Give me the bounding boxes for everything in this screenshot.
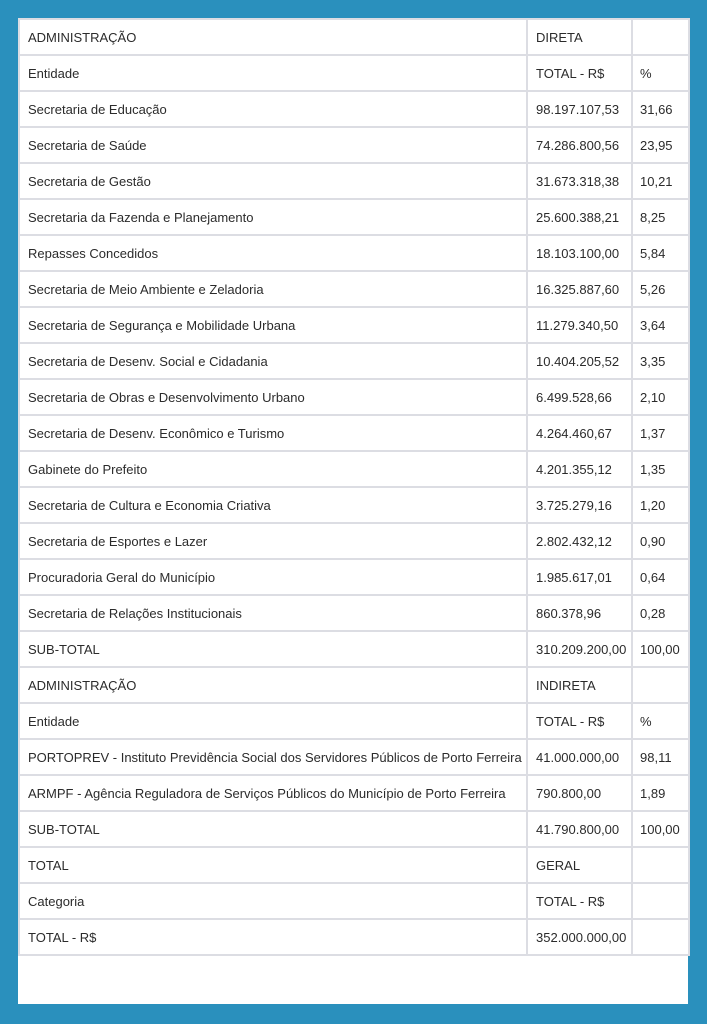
cell-valor: TOTAL - R$: [527, 883, 632, 919]
cell-percentual: 1,37: [632, 415, 689, 451]
cell-entidade: Secretaria de Educação: [19, 91, 527, 127]
cell-entidade: TOTAL: [19, 847, 527, 883]
table-row: [19, 55, 689, 91]
cell-percentual: 3,35: [632, 343, 689, 379]
cell-valor: 41.000.000,00: [527, 739, 632, 775]
cell-entidade: Entidade: [19, 703, 527, 739]
table-row: [19, 487, 689, 523]
cell-valor: 10.404.205,52: [527, 343, 632, 379]
table-row: [19, 775, 689, 811]
cell-valor: 1.985.617,01: [527, 559, 632, 595]
cell-valor: 11.279.340,50: [527, 307, 632, 343]
cell-valor: 25.600.388,21: [527, 199, 632, 235]
cell-percentual: 1,35: [632, 451, 689, 487]
cell-entidade: Categoria: [19, 883, 527, 919]
cell-percentual: 0,64: [632, 559, 689, 595]
cell-valor: 98.197.107,53: [527, 91, 632, 127]
table-row: [19, 415, 689, 451]
cell-percentual: 0,90: [632, 523, 689, 559]
table-row: [19, 559, 689, 595]
cell-valor: 3.725.279,16: [527, 487, 632, 523]
cell-percentual: 8,25: [632, 199, 689, 235]
cell-entidade: TOTAL - R$: [19, 919, 527, 955]
cell-valor: 860.378,96: [527, 595, 632, 631]
cell-entidade: ADMINISTRAÇÃO: [19, 19, 527, 55]
cell-valor: GERAL: [527, 847, 632, 883]
cell-percentual: 23,95: [632, 127, 689, 163]
cell-entidade: Secretaria da Fazenda e Planejamento: [19, 199, 527, 235]
cell-valor: TOTAL - R$: [527, 703, 632, 739]
cell-percentual: [632, 667, 689, 703]
cell-percentual: [632, 19, 689, 55]
table-row: [19, 703, 689, 739]
cell-percentual: 0,28: [632, 595, 689, 631]
table-row: [19, 595, 689, 631]
cell-valor: 352.000.000,00: [527, 919, 632, 955]
cell-valor: 31.673.318,38: [527, 163, 632, 199]
cell-entidade: Secretaria de Cultura e Economia Criativa: [19, 487, 527, 523]
cell-valor: 6.499.528,66: [527, 379, 632, 415]
cell-valor: 790.800,00: [527, 775, 632, 811]
cell-percentual: 2,10: [632, 379, 689, 415]
cell-valor: 74.286.800,56: [527, 127, 632, 163]
cell-entidade: PORTOPREV - Instituto Previdência Social dos Servidores Públicos de Porto Ferreira: [19, 739, 527, 775]
cell-valor: INDIRETA: [527, 667, 632, 703]
table-row: [19, 271, 689, 307]
cell-percentual: 100,00: [632, 631, 689, 667]
cell-percentual: [632, 847, 689, 883]
table-row: [19, 667, 689, 703]
cell-valor: DIRETA: [527, 19, 632, 55]
table-row: [19, 847, 689, 883]
cell-entidade: Secretaria de Esportes e Lazer: [19, 523, 527, 559]
cell-entidade: Repasses Concedidos: [19, 235, 527, 271]
table-row: [19, 343, 689, 379]
cell-percentual: 5,84: [632, 235, 689, 271]
table-row: [19, 739, 689, 775]
budget-table: [18, 18, 690, 956]
cell-valor: 2.802.432,12: [527, 523, 632, 559]
table-row: [19, 163, 689, 199]
cell-valor: 16.325.887,60: [527, 271, 632, 307]
cell-valor: 41.790.800,00: [527, 811, 632, 847]
cell-entidade: Secretaria de Relações Institucionais: [19, 595, 527, 631]
budget-table-container: [18, 18, 688, 1004]
table-row: [19, 811, 689, 847]
cell-entidade: Secretaria de Gestão: [19, 163, 527, 199]
cell-entidade: Procuradoria Geral do Município: [19, 559, 527, 595]
cell-valor: 4.201.355,12: [527, 451, 632, 487]
cell-entidade: Secretaria de Desenv. Social e Cidadania: [19, 343, 527, 379]
cell-percentual: 10,21: [632, 163, 689, 199]
cell-percentual: [632, 883, 689, 919]
budget-table-body: [19, 19, 689, 955]
cell-percentual: 100,00: [632, 811, 689, 847]
table-row: [19, 199, 689, 235]
cell-percentual: %: [632, 55, 689, 91]
cell-valor: 18.103.100,00: [527, 235, 632, 271]
table-row: [19, 91, 689, 127]
cell-percentual: %: [632, 703, 689, 739]
cell-percentual: 1,20: [632, 487, 689, 523]
cell-valor: TOTAL - R$: [527, 55, 632, 91]
table-row: [19, 919, 689, 955]
table-row: [19, 523, 689, 559]
cell-entidade: SUB-TOTAL: [19, 631, 527, 667]
cell-entidade: Secretaria de Meio Ambiente e Zeladoria: [19, 271, 527, 307]
cell-entidade: Secretaria de Desenv. Econômico e Turismo: [19, 415, 527, 451]
cell-percentual: 1,89: [632, 775, 689, 811]
cell-percentual: 5,26: [632, 271, 689, 307]
cell-percentual: 98,11: [632, 739, 689, 775]
table-row: [19, 451, 689, 487]
table-row: [19, 307, 689, 343]
cell-entidade: Secretaria de Saúde: [19, 127, 527, 163]
cell-entidade: Secretaria de Segurança e Mobilidade Urbana: [19, 307, 527, 343]
table-row: [19, 127, 689, 163]
table-row: [19, 883, 689, 919]
cell-percentual: [632, 919, 689, 955]
cell-valor: 310.209.200,00: [527, 631, 632, 667]
table-row: [19, 379, 689, 415]
cell-entidade: Secretaria de Obras e Desenvolvimento Urbano: [19, 379, 527, 415]
table-row: [19, 235, 689, 271]
cell-entidade: Gabinete do Prefeito: [19, 451, 527, 487]
table-row: [19, 631, 689, 667]
cell-entidade: SUB-TOTAL: [19, 811, 527, 847]
cell-valor: 4.264.460,67: [527, 415, 632, 451]
cell-percentual: 3,64: [632, 307, 689, 343]
cell-entidade: ARMPF - Agência Reguladora de Serviços Públicos do Município de Porto Ferreira: [19, 775, 527, 811]
cell-entidade: ADMINISTRAÇÃO: [19, 667, 527, 703]
cell-entidade: Entidade: [19, 55, 527, 91]
table-row: [19, 19, 689, 55]
cell-percentual: 31,66: [632, 91, 689, 127]
